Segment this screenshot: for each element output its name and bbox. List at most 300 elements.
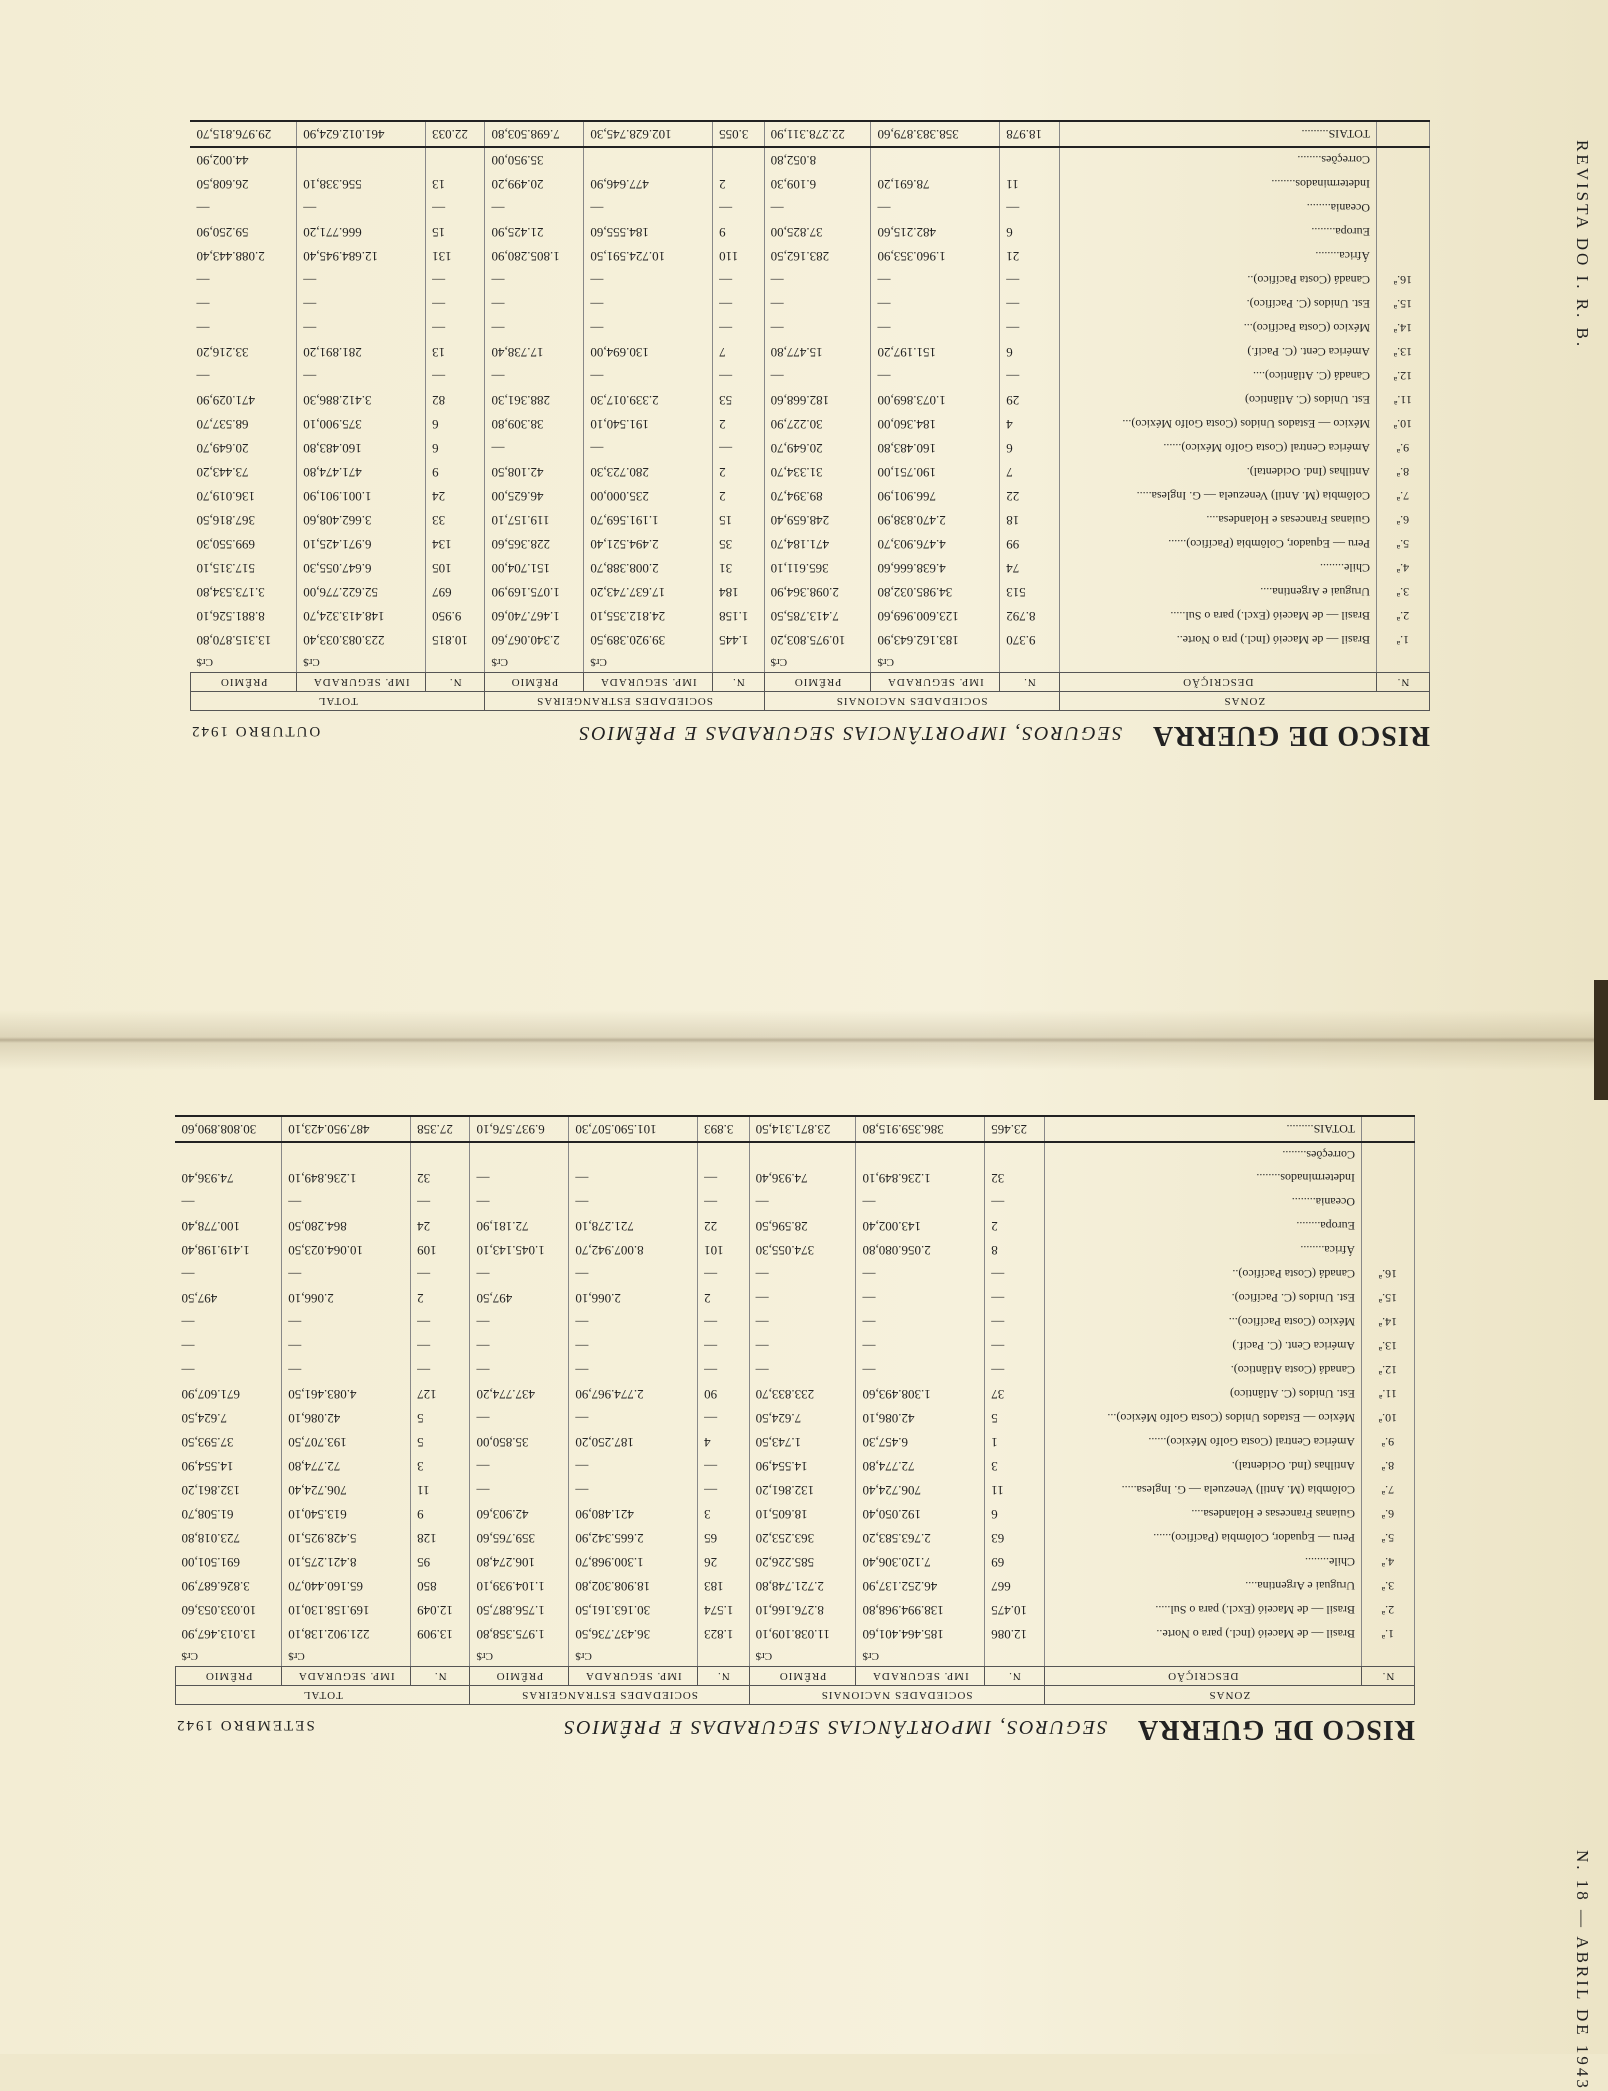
value-cell: 182.668,60 bbox=[764, 388, 871, 412]
spacer-cell bbox=[411, 1646, 470, 1667]
table-subtitle: SEGUROS, IMPORTÂNCIAS SEGURADAS E PRÊMIOS bbox=[577, 722, 1123, 744]
zone-description: Peru — Equador, Colômbia (Pacífico)...... bbox=[1059, 532, 1376, 556]
header-n: N. bbox=[1377, 673, 1430, 692]
value-cell: 8.276.166,10 bbox=[749, 1598, 856, 1622]
value-cell bbox=[176, 1142, 282, 1166]
value-cell: 4.638.666,60 bbox=[871, 556, 1000, 580]
value-cell: 283.162,50 bbox=[764, 244, 871, 268]
value-cell: — bbox=[698, 1262, 749, 1286]
table-row bbox=[176, 1598, 1415, 1622]
value-cell: 42.108,50 bbox=[485, 460, 584, 484]
currency-label: Cr$ bbox=[569, 1646, 698, 1667]
value-cell: 29 bbox=[1000, 388, 1059, 412]
value-cell: 5.428.925,10 bbox=[282, 1526, 411, 1550]
value-cell: — bbox=[985, 1358, 1044, 1382]
value-cell: — bbox=[764, 316, 871, 340]
value-cell: — bbox=[191, 196, 297, 220]
value-cell: 10.724.591,50 bbox=[584, 244, 713, 268]
zone-number: 1.ª bbox=[1377, 628, 1430, 652]
value-cell: — bbox=[985, 1310, 1044, 1334]
header-descricao: DESCRIÇÃO bbox=[1059, 673, 1376, 692]
zone-number: 8.ª bbox=[1377, 460, 1430, 484]
currency-label: Cr$ bbox=[856, 1646, 985, 1667]
value-cell: 517.315,10 bbox=[191, 556, 297, 580]
value-cell: 721.278,10 bbox=[569, 1214, 698, 1238]
header-premio: PRÊMIO bbox=[485, 673, 584, 692]
value-cell: — bbox=[764, 268, 871, 292]
value-cell: — bbox=[871, 364, 1000, 388]
value-cell: 4.083.461,50 bbox=[282, 1382, 411, 1406]
value-cell: — bbox=[297, 196, 426, 220]
value-cell: — bbox=[191, 268, 297, 292]
value-cell: 39.920.389,50 bbox=[584, 628, 713, 652]
value-cell: 21.425,90 bbox=[485, 220, 584, 244]
zone-number: 2.ª bbox=[1362, 1598, 1415, 1622]
header-premio: PRÊMIO bbox=[764, 673, 871, 692]
table-row bbox=[191, 604, 1430, 628]
value-cell: — bbox=[713, 364, 764, 388]
value-cell: 6.109,30 bbox=[764, 172, 871, 196]
header-imp-segurada: IMP. SEGURADA bbox=[871, 673, 1000, 692]
value-cell: 13.013.467,90 bbox=[176, 1622, 282, 1646]
value-cell: 11 bbox=[1000, 172, 1059, 196]
zone-number: 9.ª bbox=[1362, 1430, 1415, 1454]
zone-description: Guianas Francesas e Holandesa.... bbox=[1044, 1502, 1361, 1526]
value-cell: 95 bbox=[411, 1550, 470, 1574]
value-cell: 127 bbox=[411, 1382, 470, 1406]
zone-number: 10.ª bbox=[1377, 412, 1430, 436]
value-cell: 183 bbox=[698, 1574, 749, 1598]
value-cell: 26.608,50 bbox=[191, 172, 297, 196]
value-cell: 24.812.355,10 bbox=[584, 604, 713, 628]
value-cell: — bbox=[569, 1358, 698, 1382]
value-cell: 99 bbox=[1000, 532, 1059, 556]
value-cell: 69 bbox=[985, 1550, 1044, 1574]
value-cell: 9.370 bbox=[1000, 628, 1059, 652]
total-value: 3.055 bbox=[713, 121, 764, 147]
book-edge bbox=[1594, 980, 1608, 1100]
value-cell: 9 bbox=[713, 220, 764, 244]
value-cell: 151.197,20 bbox=[871, 340, 1000, 364]
value-cell: — bbox=[856, 1334, 985, 1358]
zone-description: Est. Unidos (C. Atlântico) bbox=[1059, 388, 1376, 412]
zone-description: Europa........ bbox=[1059, 220, 1376, 244]
value-cell: — bbox=[856, 1262, 985, 1286]
value-cell: 36.437.736,50 bbox=[569, 1622, 698, 1646]
table-row bbox=[191, 220, 1430, 244]
value-cell: 65 bbox=[698, 1526, 749, 1550]
currency-label: Cr$ bbox=[297, 652, 426, 673]
value-cell: — bbox=[698, 1334, 749, 1358]
value-cell: — bbox=[470, 1334, 569, 1358]
value-cell: 131 bbox=[426, 244, 485, 268]
value-cell: — bbox=[856, 1190, 985, 1214]
value-cell: 421.480,90 bbox=[569, 1502, 698, 1526]
currency-label: Cr$ bbox=[191, 652, 297, 673]
header-n: N. bbox=[426, 673, 485, 692]
value-cell: — bbox=[749, 1262, 856, 1286]
value-cell: — bbox=[411, 1310, 470, 1334]
total-value: 358.383.879,60 bbox=[871, 121, 1000, 147]
value-cell: 6 bbox=[1000, 220, 1059, 244]
header-total: TOTAL bbox=[176, 1686, 470, 1705]
zone-description: África........ bbox=[1059, 244, 1376, 268]
value-cell: 61.508,70 bbox=[176, 1502, 282, 1526]
value-cell: 9 bbox=[411, 1502, 470, 1526]
value-cell: 706.724,40 bbox=[282, 1478, 411, 1502]
value-cell: — bbox=[584, 196, 713, 220]
zone-description: Canadá (Costa Atlântico). bbox=[1044, 1358, 1361, 1382]
header-premio: PRÊMIO bbox=[749, 1667, 856, 1686]
table-row bbox=[176, 1334, 1415, 1358]
table-row bbox=[191, 196, 1430, 220]
zone-description: Est. Unidos (C. Pacífico). bbox=[1059, 292, 1376, 316]
table-row bbox=[191, 147, 1430, 172]
value-cell: 2 bbox=[698, 1286, 749, 1310]
spacer-cell bbox=[1059, 652, 1376, 673]
value-cell: 10.033.053,60 bbox=[176, 1598, 282, 1622]
value-cell: 2 bbox=[713, 412, 764, 436]
insurance-table bbox=[190, 120, 1430, 711]
value-cell: — bbox=[569, 1262, 698, 1286]
value-cell: 42.903,60 bbox=[470, 1502, 569, 1526]
value-cell: 14.554,90 bbox=[749, 1454, 856, 1478]
value-cell: 24 bbox=[411, 1214, 470, 1238]
value-cell: 132.861,20 bbox=[176, 1478, 282, 1502]
totals-label: TOTAIS......... bbox=[1044, 1116, 1361, 1142]
value-cell: 191.540,10 bbox=[584, 412, 713, 436]
table-row bbox=[191, 580, 1430, 604]
value-cell: 7.120.306,40 bbox=[856, 1550, 985, 1574]
value-cell: 30.227,90 bbox=[764, 412, 871, 436]
zone-number: 7.ª bbox=[1362, 1478, 1415, 1502]
table-sep-1942 bbox=[175, 1115, 1415, 1745]
value-cell: 183.162.643,90 bbox=[871, 628, 1000, 652]
value-cell: 136.019,70 bbox=[191, 484, 297, 508]
value-cell: — bbox=[569, 1478, 698, 1502]
value-cell: 6.971.425,10 bbox=[297, 532, 426, 556]
table-oct-1942 bbox=[190, 120, 1430, 751]
value-cell: 3 bbox=[411, 1454, 470, 1478]
total-value: 23.465 bbox=[985, 1116, 1044, 1142]
value-cell: — bbox=[470, 1262, 569, 1286]
table-oct-1942-container bbox=[190, 120, 1430, 751]
value-cell: 248.659,40 bbox=[764, 508, 871, 532]
zone-description: Oceania........ bbox=[1059, 196, 1376, 220]
value-cell: — bbox=[749, 1286, 856, 1310]
value-cell: 513 bbox=[1000, 580, 1059, 604]
value-cell: — bbox=[470, 1358, 569, 1382]
value-cell: 160.483,80 bbox=[297, 436, 426, 460]
zone-description: Uruguai e Argentina.... bbox=[1044, 1574, 1361, 1598]
value-cell: 28.596,50 bbox=[749, 1214, 856, 1238]
zone-number: 11.ª bbox=[1362, 1382, 1415, 1406]
value-cell: 1.805.280,90 bbox=[485, 244, 584, 268]
value-cell: — bbox=[411, 1358, 470, 1382]
zone-description: Est. Unidos (C. Pacífico). bbox=[1044, 1286, 1361, 1310]
value-cell: — bbox=[698, 1454, 749, 1478]
zone-description: Chile........ bbox=[1044, 1550, 1361, 1574]
value-cell bbox=[871, 147, 1000, 172]
value-cell: — bbox=[713, 292, 764, 316]
value-cell: 1.001.901,90 bbox=[297, 484, 426, 508]
value-cell: 1.756.887,50 bbox=[470, 1598, 569, 1622]
value-cell: 24 bbox=[426, 484, 485, 508]
value-cell: 72.774,80 bbox=[856, 1454, 985, 1478]
zone-number: 14.ª bbox=[1377, 316, 1430, 340]
zone-number bbox=[1377, 244, 1430, 268]
value-cell: 73.443,20 bbox=[191, 460, 297, 484]
table-sep-1942-container bbox=[175, 1115, 1415, 1745]
table-heading bbox=[190, 719, 1430, 751]
issue-running-head: N. 18 — ABRIL DE 1943 bbox=[1573, 1850, 1592, 2091]
value-cell: — bbox=[485, 364, 584, 388]
table-row bbox=[176, 1550, 1415, 1574]
value-cell: 12.684.945,40 bbox=[297, 244, 426, 268]
zone-number: 5.ª bbox=[1362, 1526, 1415, 1550]
value-cell: — bbox=[297, 292, 426, 316]
table-row bbox=[176, 1142, 1415, 1166]
value-cell: 193.707,50 bbox=[282, 1430, 411, 1454]
value-cell: — bbox=[764, 196, 871, 220]
value-cell: — bbox=[426, 364, 485, 388]
value-cell: 11 bbox=[985, 1478, 1044, 1502]
header-premio: PRÊMIO bbox=[176, 1667, 282, 1686]
value-cell: 63 bbox=[985, 1526, 1044, 1550]
value-cell: — bbox=[282, 1310, 411, 1334]
header-estrangeiras: SOCIEDADES ESTRANGEIRAS bbox=[485, 692, 764, 711]
value-cell: 10.975.803,20 bbox=[764, 628, 871, 652]
value-cell: 233.833,70 bbox=[749, 1382, 856, 1406]
header-n: N. bbox=[1000, 673, 1059, 692]
value-cell: 374.055,30 bbox=[749, 1238, 856, 1262]
value-cell: 1.743,50 bbox=[749, 1430, 856, 1454]
value-cell: 109 bbox=[411, 1238, 470, 1262]
zone-description: Canadá (Costa Pacífico).. bbox=[1059, 268, 1376, 292]
value-cell: 18.605,10 bbox=[749, 1502, 856, 1526]
table-subtitle: SEGUROS, IMPORTÂNCIAS SEGURADAS E PRÊMIOS bbox=[562, 1716, 1108, 1738]
table-row bbox=[176, 1238, 1415, 1262]
zone-number: 13.ª bbox=[1362, 1334, 1415, 1358]
value-cell: 2.066,10 bbox=[569, 1286, 698, 1310]
table-row bbox=[176, 1190, 1415, 1214]
zone-description: Brasil — de Maceió (Excl.) para o Sul..... bbox=[1059, 604, 1376, 628]
table-row bbox=[176, 1406, 1415, 1430]
value-cell: — bbox=[1000, 196, 1059, 220]
table-row bbox=[191, 556, 1430, 580]
value-cell: 1.300.968,70 bbox=[569, 1550, 698, 1574]
table-row bbox=[191, 316, 1430, 340]
header-imp-segurada: IMP. SEGURADA bbox=[282, 1667, 411, 1686]
value-cell: 7.413.785,50 bbox=[764, 604, 871, 628]
value-cell: — bbox=[698, 1478, 749, 1502]
value-cell: 82 bbox=[426, 388, 485, 412]
value-cell: 3.826.687,90 bbox=[176, 1574, 282, 1598]
zone-number bbox=[1362, 1238, 1415, 1262]
zone-description: Brasil — de Maceió (Incl.) para o Norte.. bbox=[1044, 1622, 1361, 1646]
value-cell: 13.909 bbox=[411, 1622, 470, 1646]
value-cell: 8.052,80 bbox=[764, 147, 871, 172]
header-zonas: ZONAS bbox=[1044, 1686, 1414, 1705]
value-cell: 1.574 bbox=[698, 1598, 749, 1622]
zone-number: 6.ª bbox=[1377, 508, 1430, 532]
value-cell: 1.445 bbox=[713, 628, 764, 652]
currency-label: Cr$ bbox=[176, 1646, 282, 1667]
value-cell: 5 bbox=[411, 1430, 470, 1454]
value-cell: — bbox=[470, 1454, 569, 1478]
value-cell: 228.365,60 bbox=[485, 532, 584, 556]
value-cell: 7 bbox=[713, 340, 764, 364]
value-cell bbox=[470, 1142, 569, 1166]
table-row bbox=[176, 1382, 1415, 1406]
totals-row bbox=[191, 121, 1430, 147]
table-row bbox=[176, 1478, 1415, 1502]
value-cell: — bbox=[485, 436, 584, 460]
value-cell: 74 bbox=[1000, 556, 1059, 580]
total-value: 23.871.314,50 bbox=[749, 1116, 856, 1142]
spacer-cell bbox=[985, 1646, 1044, 1667]
value-cell: — bbox=[1000, 364, 1059, 388]
total-value: 22.278.311,90 bbox=[764, 121, 871, 147]
value-cell: 12.086 bbox=[985, 1622, 1044, 1646]
value-cell: 497,50 bbox=[176, 1286, 282, 1310]
value-cell bbox=[749, 1142, 856, 1166]
zone-description: Canadá (Costa Pacífico).. bbox=[1044, 1262, 1361, 1286]
value-cell: 30.163.161,50 bbox=[569, 1598, 698, 1622]
table-row bbox=[176, 1166, 1415, 1190]
zone-number bbox=[1377, 147, 1430, 172]
value-cell: 192.050,40 bbox=[856, 1502, 985, 1526]
total-value: 6.937.576,10 bbox=[470, 1116, 569, 1142]
value-cell: — bbox=[985, 1334, 1044, 1358]
zone-description: África........ bbox=[1044, 1238, 1361, 1262]
value-cell: 1.308.493,60 bbox=[856, 1382, 985, 1406]
total-value: 7.698.503,80 bbox=[485, 121, 584, 147]
value-cell: 6 bbox=[1000, 340, 1059, 364]
header-n: N. bbox=[411, 1667, 470, 1686]
value-cell: 288.361,30 bbox=[485, 388, 584, 412]
zone-number: 15.ª bbox=[1377, 292, 1430, 316]
total-value: 487.950.423,10 bbox=[282, 1116, 411, 1142]
value-cell: — bbox=[985, 1262, 1044, 1286]
value-cell: — bbox=[764, 292, 871, 316]
value-cell: 1.158 bbox=[713, 604, 764, 628]
zone-number bbox=[1362, 1166, 1415, 1190]
value-cell bbox=[426, 147, 485, 172]
table-title: RISCO DE GUERRA bbox=[1152, 720, 1430, 751]
value-cell: 706.724,40 bbox=[856, 1478, 985, 1502]
value-cell: 471.184,70 bbox=[764, 532, 871, 556]
currency-label: Cr$ bbox=[470, 1646, 569, 1667]
value-cell: 13.315.870,80 bbox=[191, 628, 297, 652]
value-cell: 190.751,00 bbox=[871, 460, 1000, 484]
value-cell: 723.018,80 bbox=[176, 1526, 282, 1550]
header-imp-segurada: IMP. SEGURADA bbox=[297, 673, 426, 692]
value-cell: 15.477,80 bbox=[764, 340, 871, 364]
zone-number: 6.ª bbox=[1362, 1502, 1415, 1526]
value-cell: 90 bbox=[698, 1382, 749, 1406]
table-row bbox=[176, 1502, 1415, 1526]
insurance-table bbox=[175, 1115, 1415, 1705]
value-cell: — bbox=[713, 268, 764, 292]
value-cell: — bbox=[485, 316, 584, 340]
value-cell: 74.936,40 bbox=[176, 1166, 282, 1190]
zone-number: 15.ª bbox=[1362, 1286, 1415, 1310]
zone-number: 14.ª bbox=[1362, 1310, 1415, 1334]
value-cell: 4.476.903,70 bbox=[871, 532, 1000, 556]
value-cell: 3.173.534,80 bbox=[191, 580, 297, 604]
value-cell: 6 bbox=[1000, 436, 1059, 460]
value-cell: 3.412.886,30 bbox=[297, 388, 426, 412]
table-row bbox=[176, 1286, 1415, 1310]
value-cell: 6 bbox=[426, 412, 485, 436]
zone-description: Correções........ bbox=[1044, 1142, 1361, 1166]
value-cell: 31 bbox=[713, 556, 764, 580]
zone-number: 13.ª bbox=[1377, 340, 1430, 364]
zone-description: Est. Unidos (C. Atlântico) bbox=[1044, 1382, 1361, 1406]
value-cell: 437.774,20 bbox=[470, 1382, 569, 1406]
value-cell: 2.008.388,70 bbox=[584, 556, 713, 580]
zone-description: México — Estados Unidos (Costa Golfo México)... bbox=[1044, 1406, 1361, 1430]
value-cell: 14.554,90 bbox=[176, 1454, 282, 1478]
value-cell: 1.191.569,70 bbox=[584, 508, 713, 532]
value-cell: 1.073.869,00 bbox=[871, 388, 1000, 412]
value-cell: — bbox=[470, 1190, 569, 1214]
value-cell: — bbox=[191, 316, 297, 340]
value-cell: 78.691,20 bbox=[871, 172, 1000, 196]
zone-number bbox=[1362, 1142, 1415, 1166]
value-cell: 18 bbox=[1000, 508, 1059, 532]
value-cell: — bbox=[569, 1310, 698, 1334]
value-cell: — bbox=[698, 1358, 749, 1382]
value-cell bbox=[584, 147, 713, 172]
value-cell: 9.950 bbox=[426, 604, 485, 628]
value-cell: — bbox=[985, 1286, 1044, 1310]
table-row bbox=[191, 508, 1430, 532]
value-cell: 7.624,50 bbox=[176, 1406, 282, 1430]
spacer-cell bbox=[1000, 652, 1059, 673]
value-cell: 666.771,20 bbox=[297, 220, 426, 244]
zone-description: Uruguai e Argentina.... bbox=[1059, 580, 1376, 604]
value-cell: — bbox=[584, 268, 713, 292]
value-cell: — bbox=[485, 268, 584, 292]
value-cell: 6 bbox=[426, 436, 485, 460]
value-cell: 367.816,50 bbox=[191, 508, 297, 532]
total-value: 29.976.815,70 bbox=[191, 121, 297, 147]
value-cell: — bbox=[282, 1358, 411, 1382]
table-month: SETEMBRO 1942 bbox=[175, 1717, 315, 1733]
value-cell: — bbox=[749, 1358, 856, 1382]
table-heading bbox=[175, 1713, 1415, 1745]
value-cell: 1.823 bbox=[698, 1622, 749, 1646]
header-imp-segurada: IMP. SEGURADA bbox=[569, 1667, 698, 1686]
zone-description: Europa........ bbox=[1044, 1214, 1361, 1238]
total-value: 102.628.745,30 bbox=[584, 121, 713, 147]
value-cell: 667 bbox=[985, 1574, 1044, 1598]
zone-number: 7.ª bbox=[1377, 484, 1430, 508]
value-cell: 17.738,40 bbox=[485, 340, 584, 364]
zone-description: Indeterminados........ bbox=[1059, 172, 1376, 196]
value-cell: 585.226,20 bbox=[749, 1550, 856, 1574]
value-cell: 138.994.968,80 bbox=[856, 1598, 985, 1622]
value-cell: 11.038.109,10 bbox=[749, 1622, 856, 1646]
value-cell: 100.778,40 bbox=[176, 1214, 282, 1238]
value-cell: 1.045.143,10 bbox=[470, 1238, 569, 1262]
zone-number bbox=[1377, 172, 1430, 196]
value-cell: — bbox=[282, 1190, 411, 1214]
currency-label: Cr$ bbox=[871, 652, 1000, 673]
table-row bbox=[176, 1310, 1415, 1334]
